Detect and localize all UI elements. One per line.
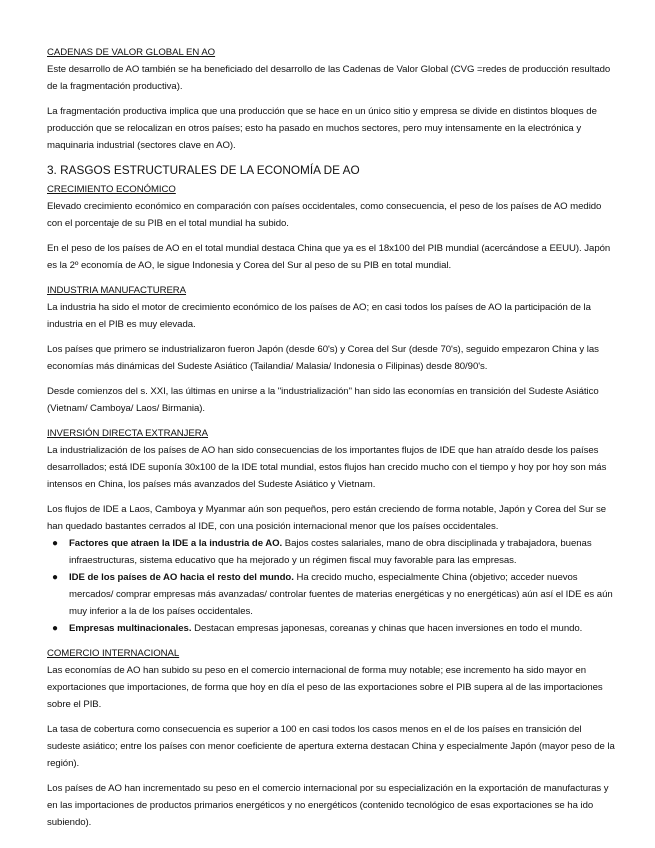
bullet-icon: ● [52, 572, 58, 583]
paragraph: Este desarrollo de AO también se ha beneficiado del desarrollo de las Cadenas de Valor Global (CVG =redes de producción resultado de la fragmentación productiva). [47, 64, 611, 92]
bullet-list [47, 535, 617, 637]
list-item-text: Ha crecido mucho, especialmente China (objetivo; acceder nuevos mercados/ comprar empresas más avanzadas/ controlar fuentes de materias energéticas y no energéticas) aún así el IDE es aún muy inferior a la de los países occidentales. [69, 572, 613, 617]
paragraph: Los flujos de IDE a Laos, Camboya y Myanmar aún son pequeños, pero están creciendo de forma notable, Japón y Corea del Sur se han quedado bastantes cerrados al IDE, con una posición internacional menor que los países occidentales. [47, 504, 607, 532]
paragraph: La industria ha sido el motor de crecimiento económico de los países de AO; en casi todos los países de AO la participación de la industria en el PIB es muy elevada. [47, 302, 591, 330]
document-page [47, 44, 617, 839]
paragraph: Elevado crecimiento económico en comparación con países occidentales, como consecuencia, el peso de los países de AO medido con el porcentaje de su PIB en el total mundial ha subido. [47, 201, 602, 229]
section-heading-comercio: COMERCIO INTERNACIONAL [47, 648, 180, 659]
list-item-bold: Empresas multinacionales. [69, 623, 192, 634]
list-item [52, 620, 617, 637]
section-heading-cvg: CADENAS DE VALOR GLOBAL EN AO [47, 47, 216, 58]
chapter-heading: 3. RASGOS ESTRUCTURALES DE LA ECONOMÍA DE AO [47, 163, 360, 177]
paragraph: En el peso de los países de AO en el total mundial destaca China que ya es el 18x100 del PIB mundial (acercándose a EEUU). Japón es la 2º economía de AO, le sigue Indonesia y Corea del Sur al peso de su PIB en total mundial. [47, 243, 611, 271]
paragraph: Los países que primero se industrializaron fueron Japón (desde 60's) y Corea del Sur (desde 70's), seguido empezaron China y las economías más dinámicas del Sudeste Asiático (Tailandia/ Malasia/ Indonesia o Filipinas) desde 80/90's. [47, 344, 599, 372]
paragraph: Los países de AO han incrementado su peso en el comercio internacional por su especialización en la exportación de manufacturas y en las importaciones de productos primarios energéticos y no energéticos (contenido tecnológico de esas exportaciones se ha ido subiendo). [47, 783, 609, 828]
section-heading-crecimiento: CRECIMIENTO ECONÓMICO [47, 184, 176, 195]
list-item-bold: IDE de los países de AO hacia el resto del mundo. [69, 572, 294, 583]
paragraph: La tasa de cobertura como consecuencia es superior a 100 en casi todos los casos menos en el de los países en transición del sudeste asiático; entre los países con menor coeficiente de apertura externa destacan China y especialmente Japón (mayor peso de la región). [47, 724, 615, 769]
list-item-text: Bajos costes salariales, mano de obra disciplinada y trabajadora, buenas infraestructuras, sistema educativo que ha mejorado y un régimen fiscal muy favorable para las empresas. [69, 538, 592, 566]
section-heading-inversion: INVERSIÓN DIRECTA EXTRANJERA [47, 428, 209, 439]
list-item [52, 569, 617, 620]
list-item-bold: Factores que atraen la IDE a la industria de AO. [69, 538, 283, 549]
paragraph: La fragmentación productiva implica que una producción que se hace en un único sitio y empresa se divide en distintos bloques de producción que se relocalizan en otros países; esto ha pasado en muchos sectores, pero muy intensamente en la electrónica y maquinaria industrial (sectores clave en AO). [47, 106, 597, 151]
bullet-icon: ● [52, 623, 58, 634]
paragraph: La industrialización de los países de AO han sido consecuencias de los importantes flujos de IDE que han atraído desde los países desarrollados; está IDE suponía 30x100 de la IDE total mundial, estos flujos han crecido mucho con el tiempo y hoy por hoy son más intensos en China, los países más avanzados del Sudeste Asiático y Vietnam. [47, 445, 607, 490]
section-heading-industria: INDUSTRIA MANUFACTURERA [47, 285, 187, 296]
list-item [52, 535, 617, 569]
bullet-icon: ● [52, 538, 58, 549]
paragraph: Las economías de AO han subido su peso en el comercio internacional de forma muy notable; ese incremento ha sido mayor en exportaciones que importaciones, de forma que hoy en día el peso de las exportaciones sobre el PIB supera al de las importaciones sobre el PIB. [47, 665, 603, 710]
list-item-text: Destacan empresas japonesas, coreanas y chinas que hacen inversiones en todo el mundo. [191, 623, 583, 634]
paragraph: Desde comienzos del s. XXI, las últimas en unirse a la "industrialización" han sido las economías en transición del Sudeste Asiático (Vietnam/ Camboya/ Laos/ Birmania). [47, 386, 599, 414]
